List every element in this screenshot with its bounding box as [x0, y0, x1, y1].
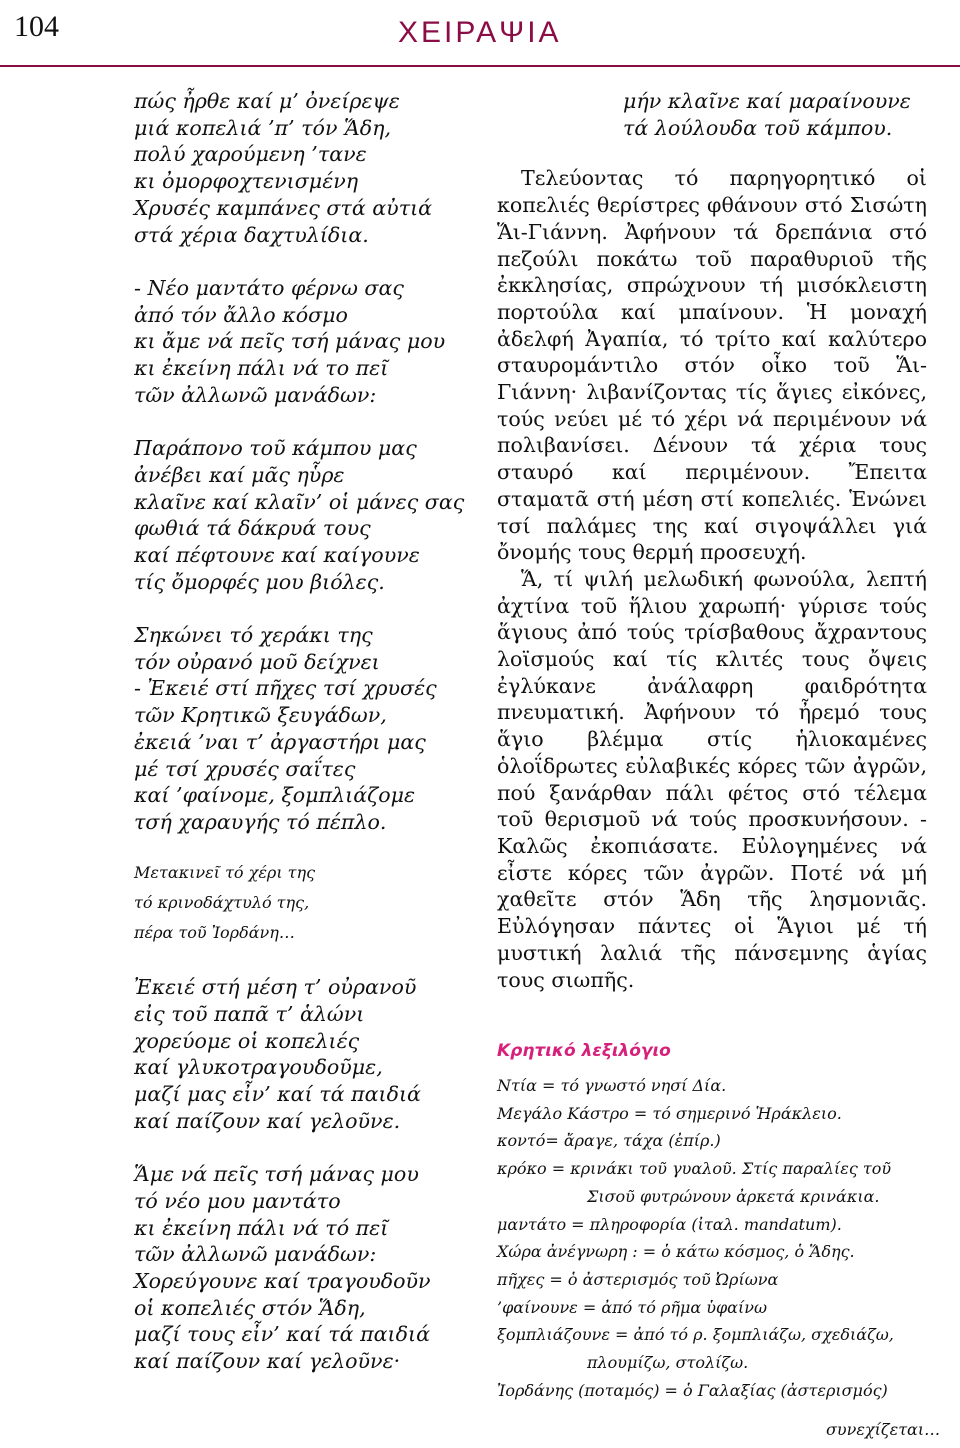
verse-line: ἀνέβει καί μᾶς ηὗρε [134, 462, 345, 487]
page-number: 104 [14, 10, 59, 43]
stanza-3 [134, 435, 484, 595]
vocab-entry: μαντάτο = πληροφορία (ἰταλ. mandatum). [497, 1214, 842, 1234]
verse-line: τῶν ἀλλωνῶ μανάδων: [134, 382, 377, 407]
running-header-title: ΧΕΙΡΑΨΙΑ [398, 16, 562, 49]
verse-line: καί ’φαίνομε, ξομπλιάζομε [134, 783, 416, 808]
vocab-entry: ξομπλιάζουνε = ἀπό τό ρ. ξομπλιάζω, σχεδιάζω, [497, 1325, 894, 1345]
verse-line: τῶν ἀλλωνῶ μανάδων: [134, 1242, 377, 1267]
header-rule [0, 65, 960, 67]
verse-line: χορεύομε οἱ κοπελιές [134, 1028, 360, 1053]
stanza-1 [134, 88, 484, 248]
vocab-entry: Χώρα ἀνέγνωρη : = ὁ κάτω κόσμος, ὁ Ἅδης. [497, 1242, 855, 1262]
verse-line: - Ἐκειέ στί πῆχες τσί χρυσές [134, 676, 437, 701]
verse-line: τῶν Κρητικῶ ξευγάδων, [134, 703, 387, 728]
verse-line: καί πέφτουνε καί καίγουνε [134, 542, 420, 567]
verse-line: μαζί μας εἶν’ καί τά παιδιά [134, 1082, 421, 1107]
verse-line: εἰς τοῦ παπᾶ τ’ ἁλώνι [134, 1002, 365, 1027]
vocab-entry-continuation: πλουμίζω, στολίζω. [587, 1353, 749, 1373]
verse-line: καί παίζουν καί γελοῦνε. [134, 1108, 401, 1133]
verse-line: οἱ κοπελιές στόν Ἅδη, [134, 1295, 366, 1320]
verse-line: μαζί τους εἶν’ καί τά παιδιά [134, 1322, 430, 1347]
verse-line: Μετακινεῖ τό χέρι της [134, 862, 316, 882]
vocab-entry: κοντό= ἄραγε, τάχα (ἐπίρ.) [497, 1131, 721, 1151]
verse-line: κι ἐκείνη πάλι νά το πεῖ [134, 356, 389, 381]
verse-line: πέρα τοῦ Ἰορδάνη… [134, 922, 295, 942]
verse-line: τό νέο μου μαντάτο [134, 1188, 341, 1213]
prose-column [497, 88, 927, 993]
verse-line: - Νέο μαντάτο φέρνω σας [134, 275, 404, 300]
stanza-5 [134, 858, 484, 948]
vocab-entry: ’φαίνουνε = ἀπό τό ρῆμα ὑφαίνω [497, 1297, 768, 1317]
verse-line: μήν κλαῖνε καί μαραίνουνε [623, 89, 911, 113]
verse-line: κι ἄμε νά πεῖς τσή μάνας μου [134, 329, 446, 354]
stanza-2 [134, 275, 484, 409]
vocabulary-title: Κρητικό λεξιλόγιο [497, 1041, 671, 1061]
verse-line: φωθιά τά δάκρυά τους [134, 516, 371, 541]
vocab-entry: Ἰορδάνης (ποταμός) = ὁ Γαλαξίας (ἀστερισμός) [497, 1380, 888, 1400]
stanza-4 [134, 622, 484, 836]
verse-line: τά λούλουδα τοῦ κάμπου. [623, 115, 893, 140]
verse-continuation [497, 88, 927, 141]
stanza-7 [134, 1161, 484, 1375]
verse-line: τό κρινοδάχτυλό της, [134, 892, 310, 912]
verse-line: Ἐκειέ στή μέση τ’ οὐρανοῦ [134, 975, 417, 1000]
vocab-entry: πῆχες = ὁ ἀστερισμός τοῦ Ὠρίωνα [497, 1269, 779, 1289]
verse-line: καί γλυκοτραγουδοῦμε, [134, 1055, 383, 1080]
verse-line: Χρυσές καμπάνες στά αὐτιά [134, 195, 433, 220]
verse-line: ἐκειά ’ναι τ’ ἀργαστήρι μας [134, 729, 426, 754]
vocab-entry: Μεγάλο Κάστρο = τό σημερινό Ἡράκλειο. [497, 1103, 842, 1123]
verse-line: κι ὀμορφοχτενισμένη [134, 169, 359, 194]
vocabulary-list [497, 1072, 937, 1404]
verse-line: ἀπό τόν ἄλλο κόσμο [134, 302, 348, 327]
poem-column [134, 88, 484, 1375]
stanza-6 [134, 974, 484, 1134]
vocab-entry: κρόκο = κρινάκι τοῦ γυαλοῦ. Στίς παραλίες τοῦ [497, 1159, 892, 1179]
verse-line: στά χέρια δαχτυλίδια. [134, 222, 369, 247]
paragraph-1: Τελεύοντας τό παρηγορητικό οἱ κοπελιές θερίστρες φθάνουν στό Σισώτη Ἅι-Γιάννη. Ἀφήνουν τά δρεπάνια στό πεζούλι ποκάτω τοῦ παραθυριοῦ τῆς ἐκκλησίας, σπρώχνουν τή μισόκλειστη πορτούλα καί μπαίνουν. Ἡ μοναχή ἀδελφή Ἀγαπία, τό τρίτο καί καλύτερο σταυρομάντιλο στόν οἶκο τοῦ Ἅι-Γιάννη· λιβανίζοντας τίς ἅγιες εἰκόνες, τούς νεύει μέ τό χέρι νά περιμένουν νά πολιβανίσει. Δένουν τά χέρια τους σταυρό καί περιμένουν. Ἔπειτα σταματᾶ στή μέση στί κοπελιές. Ἑνώνει τσί παλάμες της καί σιγοψάλλει γιά ὄνομής τους θερμή προσευχή. [497, 166, 927, 565]
verse-line: Σηκώνει τό χεράκι της [134, 623, 373, 648]
paragraph-2: Ἅ, τί ψιλή μελωδική φωνούλα, λεπτή ἀχτίνα τοῦ ἥλιου χαρωπή· γύρισε τούς ἅγιους ἀπό τούς τρίσβαθους ἄχραντους λοϊσμούς καί τίς κλιτές τους ὄψεις ἐγλύκανε ἀνάλαφρη φαιδρότητα πνευματική. Ἀφήνουν τό ἦρεμό τους ἅγιο βλέμμα στίς ἡλιοκαμένες ὁλοΐδρωτες εὐλαβικές κόρες τῶν ἀγρῶν, πού ξανάρθαν πάλι φέτος στό τέλεμα τοῦ θερισμοῦ νά τούς προσκυνήσουν. - Καλῶς ἐκοπιάσατε. Εὐλογημένες νά εἶστε κόρες τῶν ἀγρῶν. Ποτέ νά μή χαθεῖτε στόν Ἅδη τῆς λησμονιᾶς. Εὐλόγησαν πάντες οἱ Ἅγιοι μέ τή μυστική λαλιά τῆς πάνσεμνης ἁγίας τους σιωπῆς. [497, 566, 927, 992]
verse-line: πολύ χαρούμενη ’τανε [134, 142, 367, 167]
verse-line: πώς ἦρθε καί μ’ ὀνείρεψε [134, 89, 400, 113]
verse-line: Ἅμε νά πεῖς τσή μάνας μου [134, 1162, 419, 1187]
vocab-entry: Ντία = τό γνωστό νησί Δία. [497, 1076, 727, 1095]
continues-note: συνεχίζεται… [826, 1420, 941, 1439]
verse-line: κι ἐκείνη πάλι νά τό πεῖ [134, 1215, 389, 1240]
verse-line: τσή χαραυγής τό πέπλο. [134, 809, 387, 834]
verse-line: μέ τσί χρυσές σαΐτες [134, 756, 356, 781]
vocab-entry-continuation: Σισοῦ φυτρώνουν ἀρκετά κρινάκια. [587, 1186, 880, 1206]
verse-line: Παράπονο τοῦ κάμπου μας [134, 436, 417, 461]
verse-line: καί παίζουν καί γελοῦνε· [134, 1349, 401, 1374]
verse-line: τόν οὐρανό μοῦ δείχνει [134, 649, 380, 674]
verse-line: τίς ὄμορφές μου βιόλες. [134, 569, 385, 594]
verse-line: κλαῖνε καί κλαῖν’ οἱ μάνες σας [134, 489, 465, 514]
verse-line: μιά κοπελιά ’π’ τόν Ἅδη, [134, 115, 392, 140]
verse-line: Χορεύγουνε καί τραγουδοῦν [134, 1269, 431, 1294]
